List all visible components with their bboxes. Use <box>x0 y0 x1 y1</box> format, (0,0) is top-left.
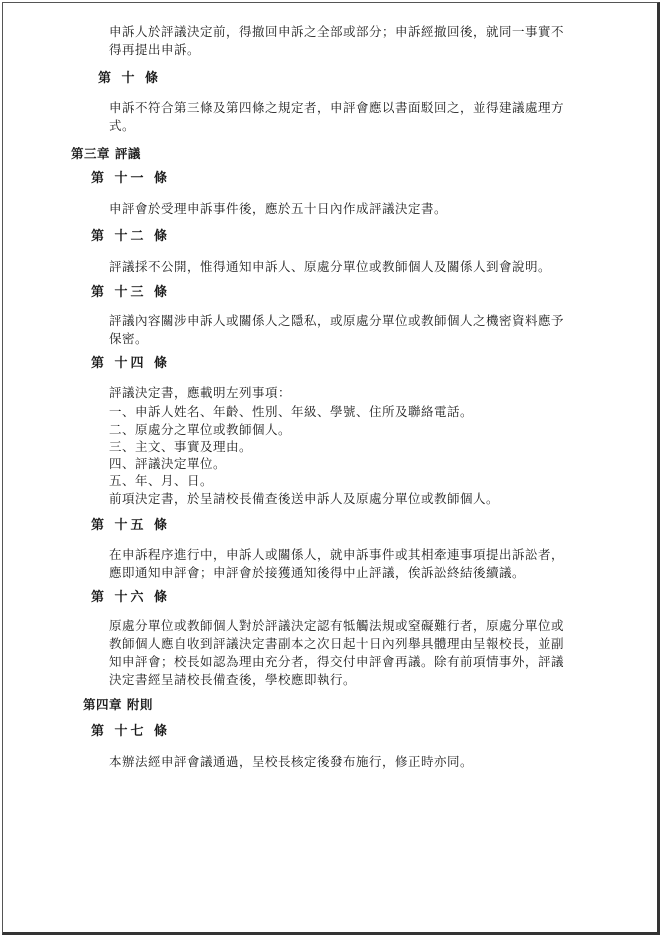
art17-heading: 第 十七 條 <box>91 724 171 739</box>
art14-line-3: 二、原處分之單位或教師個人。 <box>109 422 292 437</box>
art9-line-2: 得再提出申訴。 <box>109 42 201 57</box>
art16-line-3: 知申評會；校長如認為理由充分者，得交付申評會再議。除有前項情事外，評議 <box>109 654 565 669</box>
art10-line-1: 申訴不符合第三條及第四條之規定者，申評會應以書面駁回之，並得建議處理方 <box>109 100 565 115</box>
art13-heading: 第 十三 條 <box>91 285 171 300</box>
document-page <box>2 2 660 935</box>
art11-heading: 第 十一 條 <box>91 171 171 186</box>
art14-line-4: 三、主文、事實及理由。 <box>109 439 253 454</box>
art10-heading: 第 十 條 <box>98 71 162 86</box>
art16-line-2: 教師個人應自收到評議決定書副本之次日起十日內列舉具體理由呈報校長，並副 <box>109 636 565 651</box>
art13-line-1: 評議內容關涉申訴人或關係人之隱私，或原處分單位或教師個人之機密資料應予 <box>109 313 565 328</box>
art15-line-2: 應即通知申評會；申評會於接獲通知後得中止評議，俟訴訟終結後續議。 <box>109 565 526 580</box>
art14-line-6: 五、年、月、日。 <box>109 473 214 488</box>
art14-line-2: 一、申訴人姓名、年齡、性別、年級、學號、住所及聯絡電話。 <box>109 404 474 419</box>
art15-heading: 第 十五 條 <box>91 518 171 533</box>
art9-line-1: 申訴人於評議決定前，得撤回申訴之全部或部分；申訴經撤回後，就同一事實不 <box>109 24 565 39</box>
art17-line-1: 本辦法經申評會議通過，呈校長核定後發布施行，修正時亦同。 <box>109 754 474 769</box>
art11-line-1: 申評會於受理申訴事件後，應於五十日內作成評議決定書。 <box>109 201 448 216</box>
art16-line-1: 原處分單位或教師個人對於評議決定認有牴觸法規或窒礙難行者，原處分單位或 <box>109 618 565 633</box>
art16-heading: 第 十六 條 <box>91 590 171 605</box>
chapter-4-title: 第四章 附則 <box>83 697 153 712</box>
art14-heading: 第 十四 條 <box>91 356 171 371</box>
art12-line-1: 評議採不公開，惟得通知申訴人、原處分單位或教師個人及關係人到會說明。 <box>109 259 552 274</box>
art12-heading: 第 十二 條 <box>91 229 171 244</box>
art15-line-1: 在申訴程序進行中，申訴人或關係人，就申訴事件或其相牽連事項提出訴訟者， <box>109 547 565 562</box>
art14-line-1: 評議決定書，應載明左列事項： <box>109 385 292 400</box>
art16-line-4: 決定書經呈請校長備查後，學校應即執行。 <box>109 672 357 687</box>
chapter-3-title: 第三章 評議 <box>71 146 141 161</box>
art13-line-2: 保密。 <box>109 331 149 346</box>
art14-line-5: 四、評議決定單位。 <box>109 456 227 471</box>
art14-line-7: 前項決定書，於呈請校長備查後送申訴人及原處分單位或教師個人。 <box>109 491 500 506</box>
art10-line-2: 式。 <box>109 118 136 133</box>
